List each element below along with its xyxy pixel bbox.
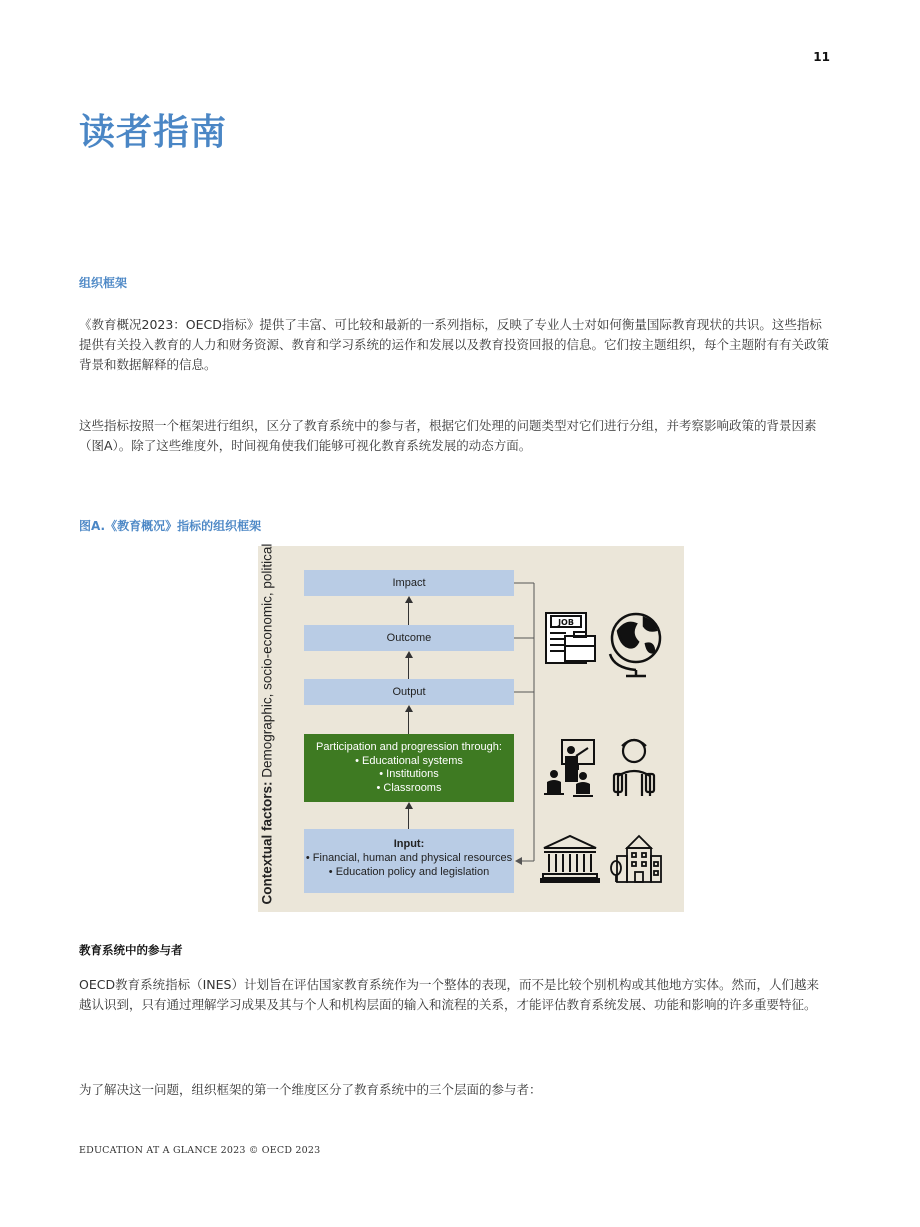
page-title: 读者指南 [79,112,228,153]
student-icon [614,740,654,796]
framework-figure [258,543,684,912]
intro-paragraph: 《教育概况2023：OECD指标》提供了丰富、可比较和最新的一系列指标，反映了专业人士对如何衡量国际教育现状的共识。这些指标提供有关投入教育的人力和财务资源、教育和学习系统的运作和发展以及教育投资回报的信息。它们按主题组织，每个主题附有有关政策背景和数据解释的信息。 [79,317,830,372]
input-heading: Input: [393,838,425,850]
teacher-icon [544,740,594,796]
subsection-heading: 教育系统中的参与者 [79,943,183,957]
input-item-policy: • Education policy and legislation [328,866,490,878]
impact-box: Impact [304,570,514,596]
input-item-resources: • Financial, human and physical resources [305,852,513,864]
participation-item-systems: • Educational systems [355,754,463,767]
outcome-box: Outcome [304,625,514,651]
participation-item-institutions: • Institutions [379,768,439,780]
contextual-factors-rest: Demographic, socio-economic, political [259,543,275,782]
participation-item-classrooms: • Classrooms [376,781,442,794]
participation-heading: Participation and progression through: [316,741,502,753]
framework-paragraph: 这些指标按照一个框架进行组织，区分了教育系统中的参与者，根据它们处理的问题类型对它们进行分组，并考察影响政策的背景因素（图A）。除了这些维度外，时间视角使我们能够可视化教育系统发展的动态方面。 [79,418,817,453]
job-icon-text: JOB [558,618,574,627]
output-box: Output [304,679,514,705]
figure-graphics [258,543,684,912]
figure-caption: 图A.《教育概况》指标的组织框架 [79,519,262,533]
page-number: 11 [813,50,830,64]
actors-paragraph: OECD教育系统指标（INES）计划旨在评估国家教育系统作为一个整体的表现，而不是比较个别机构或其他地方实体。然而，人们越来越认识到，只有通过理解学习成果及其与个人和机构层面的输入和流程的关系，才能评估教育系统发展、功能和影响的许多重要特征。 [79,977,819,1012]
levels-paragraph: 为了解决这一问题，组织框架的第一个维度区分了教育系统中的三个层面的参与者： [79,1082,542,1097]
institution-icon [541,836,599,882]
contextual-factors-bold: Contextual factors: [259,781,275,905]
feedback-connector [514,583,534,861]
section-heading: 组织框架 [79,276,128,290]
feedback-arrowhead [515,857,522,865]
globe-icon [610,614,660,676]
page-footer: EDUCATION AT A GLANCE 2023 © OECD 2023 [79,1145,321,1156]
school-building-icon [611,836,661,882]
